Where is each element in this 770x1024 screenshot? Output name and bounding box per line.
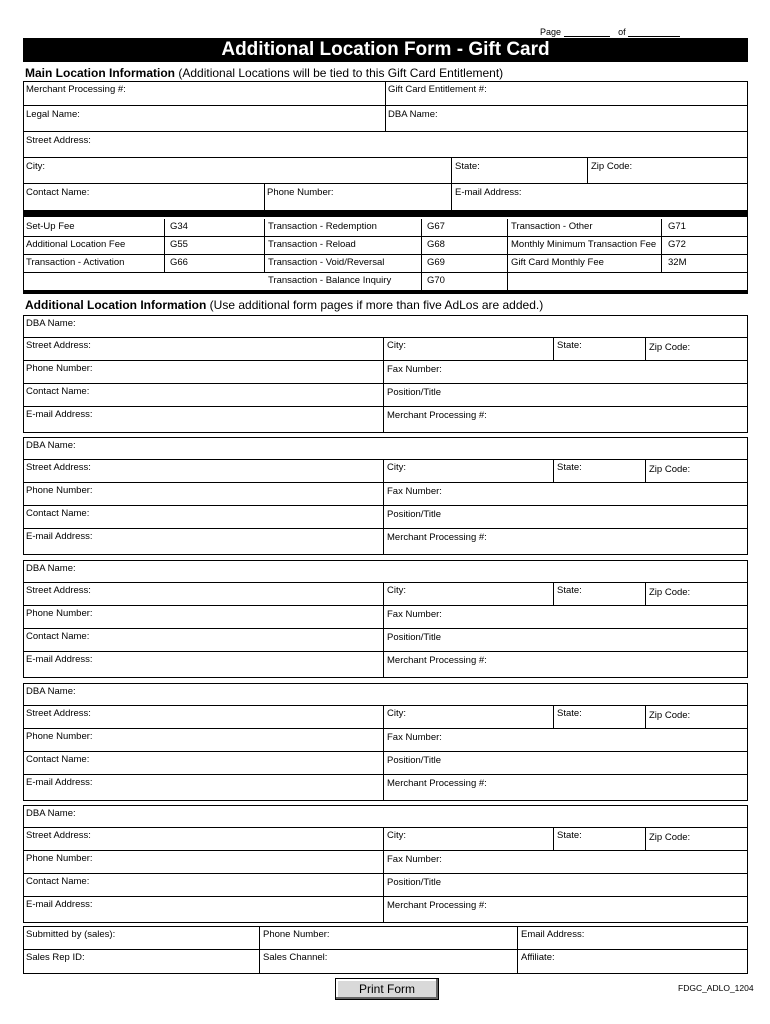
fee-code: G67 (427, 221, 445, 232)
adlo-merchant-processing-field[interactable]: Merchant Processing #: (387, 655, 487, 666)
adlo-state-field[interactable]: State: (557, 585, 582, 596)
adlo-fax-number-field[interactable]: Fax Number: (387, 854, 442, 865)
adlo-state-field[interactable]: State: (557, 830, 582, 841)
adlo-dba-name-field[interactable]: DBA Name: (26, 563, 76, 574)
adlo-heading-bold: Additional Location Information (25, 298, 207, 312)
fee-code: 32M (668, 257, 687, 268)
adlo-email-address-field[interactable]: E-mail Address: (26, 654, 93, 665)
adlo-fax-number-field[interactable]: Fax Number: (387, 732, 442, 743)
adlo-phone-number-field[interactable]: Phone Number: (26, 853, 93, 864)
page-total-field[interactable] (628, 27, 680, 37)
fee-code: G66 (170, 257, 188, 268)
fee-label: Transaction - Other (511, 221, 593, 232)
adlo-city-field[interactable]: City: (387, 830, 406, 841)
adlo-contact-name-field[interactable]: Contact Name: (26, 876, 90, 887)
adlo-city-field[interactable]: City: (387, 462, 406, 473)
adlo-position-title-field[interactable]: Position/Title (387, 387, 442, 398)
fee-code: G55 (170, 239, 188, 250)
fee-code: G68 (427, 239, 445, 250)
fee-table-top-bar (23, 211, 748, 217)
main-gift-card-entitlement-field[interactable]: Gift Card Entitlement #: (388, 84, 487, 95)
adlo-dba-name-field[interactable]: DBA Name: (26, 686, 76, 697)
fee-label: Transaction - Activation (26, 257, 125, 268)
fee-code: G69 (427, 257, 445, 268)
fee-label: Set-Up Fee (26, 221, 75, 232)
adlo-dba-name-field[interactable]: DBA Name: (26, 318, 76, 329)
fee-label: Transaction - Void/Reversal (268, 257, 385, 268)
adlo-email-address-field[interactable]: E-mail Address: (26, 531, 93, 542)
adlo-fax-number-field[interactable]: Fax Number: (387, 486, 442, 497)
adlo-contact-name-field[interactable]: Contact Name: (26, 754, 90, 765)
page-number-field[interactable] (564, 27, 610, 37)
fee-label: Transaction - Reload (268, 239, 356, 250)
adlo-street-address-field[interactable]: Street Address: (26, 462, 91, 473)
fee-code: G72 (668, 239, 686, 250)
adlo-merchant-processing-field[interactable]: Merchant Processing #: (387, 900, 487, 911)
main-dba-name-field[interactable]: DBA Name: (388, 109, 438, 120)
sales-email-address-field[interactable]: Email Address: (521, 929, 585, 940)
page-label: Page (540, 27, 562, 37)
form-code: FDGC_ADLO_1204 (678, 983, 754, 993)
adlo-merchant-processing-field[interactable]: Merchant Processing #: (387, 778, 487, 789)
adlo-position-title-field[interactable]: Position/Title (387, 509, 442, 520)
fee-code: G70 (427, 275, 445, 286)
adlo-contact-name-field[interactable]: Contact Name: (26, 386, 90, 397)
fee-label: Transaction - Balance Inquiry (268, 275, 392, 286)
adlo-merchant-processing-field[interactable]: Merchant Processing #: (387, 410, 487, 421)
adlo-phone-number-field[interactable]: Phone Number: (26, 485, 93, 496)
main-phone-number-field[interactable]: Phone Number: (267, 187, 334, 198)
sales-phone-number-field[interactable]: Phone Number: (263, 929, 330, 940)
adlo-city-field[interactable]: City: (387, 340, 406, 351)
page-number (540, 27, 680, 37)
print-form-button[interactable]: Print Form (335, 978, 439, 1000)
adlo-street-address-field[interactable]: Street Address: (26, 585, 91, 596)
adlo-street-address-field[interactable]: Street Address: (26, 340, 91, 351)
adlo-position-title-field[interactable]: Position/Title (387, 632, 442, 643)
adlo-contact-name-field[interactable]: Contact Name: (26, 508, 90, 519)
main-location-heading (25, 66, 503, 80)
form-title: Additional Location Form - Gift Card (23, 38, 748, 62)
fee-label: Additional Location Fee (26, 239, 126, 250)
adlo-email-address-field[interactable]: E-mail Address: (26, 777, 93, 788)
main-merchant-processing-field[interactable]: Merchant Processing #: (26, 84, 126, 95)
adlo-email-address-field[interactable]: E-mail Address: (26, 409, 93, 420)
adlo-zip-code-field[interactable]: Zip Code: (649, 587, 691, 598)
adlo-heading-note: (Use additional form pages if more than five AdLos are added.) (209, 298, 544, 312)
adlo-zip-code-field[interactable]: Zip Code: (649, 464, 691, 475)
adlo-street-address-field[interactable]: Street Address: (26, 830, 91, 841)
fee-code: G71 (668, 221, 686, 232)
main-state-field[interactable]: State: (455, 161, 480, 172)
adlo-zip-code-field[interactable]: Zip Code: (649, 342, 691, 353)
adlo-zip-code-field[interactable]: Zip Code: (649, 710, 691, 721)
adlo-city-field[interactable]: City: (387, 585, 406, 596)
sales-affiliate-field[interactable]: Affiliate: (521, 952, 555, 963)
sales-submitted-by-field[interactable]: Submitted by (sales): (26, 929, 116, 940)
adlo-email-address-field[interactable]: E-mail Address: (26, 899, 93, 910)
fee-label: Monthly Minimum Transaction Fee (511, 239, 657, 250)
adlo-heading (25, 298, 543, 312)
main-zip-code-field[interactable]: Zip Code: (591, 161, 633, 172)
main-street-address-field[interactable]: Street Address: (26, 135, 91, 146)
main-legal-name-field[interactable]: Legal Name: (26, 109, 80, 120)
adlo-phone-number-field[interactable]: Phone Number: (26, 608, 93, 619)
adlo-position-title-field[interactable]: Position/Title (387, 877, 442, 888)
fee-label: Gift Card Monthly Fee (511, 257, 604, 268)
main-location-heading-note: (Additional Locations will be tied to this Gift Card Entitlement) (178, 66, 504, 80)
sales-rep-id-field[interactable]: Sales Rep ID: (26, 952, 85, 963)
adlo-state-field[interactable]: State: (557, 340, 582, 351)
adlo-phone-number-field[interactable]: Phone Number: (26, 363, 93, 374)
main-city-field[interactable]: City: (26, 161, 45, 172)
adlo-zip-code-field[interactable]: Zip Code: (649, 832, 691, 843)
sales-table (23, 926, 748, 974)
adlo-dba-name-field[interactable]: DBA Name: (26, 440, 76, 451)
fee-code: G34 (170, 221, 188, 232)
adlo-contact-name-field[interactable]: Contact Name: (26, 631, 90, 642)
fee-label: Transaction - Redemption (268, 221, 377, 232)
adlo-fax-number-field[interactable]: Fax Number: (387, 609, 442, 620)
sales-channel-field[interactable]: Sales Channel: (263, 952, 328, 963)
adlo-fax-number-field[interactable]: Fax Number: (387, 364, 442, 375)
main-contact-name-field[interactable]: Contact Name: (26, 187, 90, 198)
adlo-street-address-field[interactable]: Street Address: (26, 708, 91, 719)
adlo-dba-name-field[interactable]: DBA Name: (26, 808, 76, 819)
adlo-city-field[interactable]: City: (387, 708, 406, 719)
adlo-state-field[interactable]: State: (557, 708, 582, 719)
main-email-address-field[interactable]: E-mail Address: (455, 187, 522, 198)
of-label: of (618, 27, 626, 37)
adlo-state-field[interactable]: State: (557, 462, 582, 473)
main-location-heading-bold: Main Location Information (25, 66, 175, 80)
adlo-phone-number-field[interactable]: Phone Number: (26, 731, 93, 742)
adlo-position-title-field[interactable]: Position/Title (387, 755, 442, 766)
adlo-merchant-processing-field[interactable]: Merchant Processing #: (387, 532, 487, 543)
